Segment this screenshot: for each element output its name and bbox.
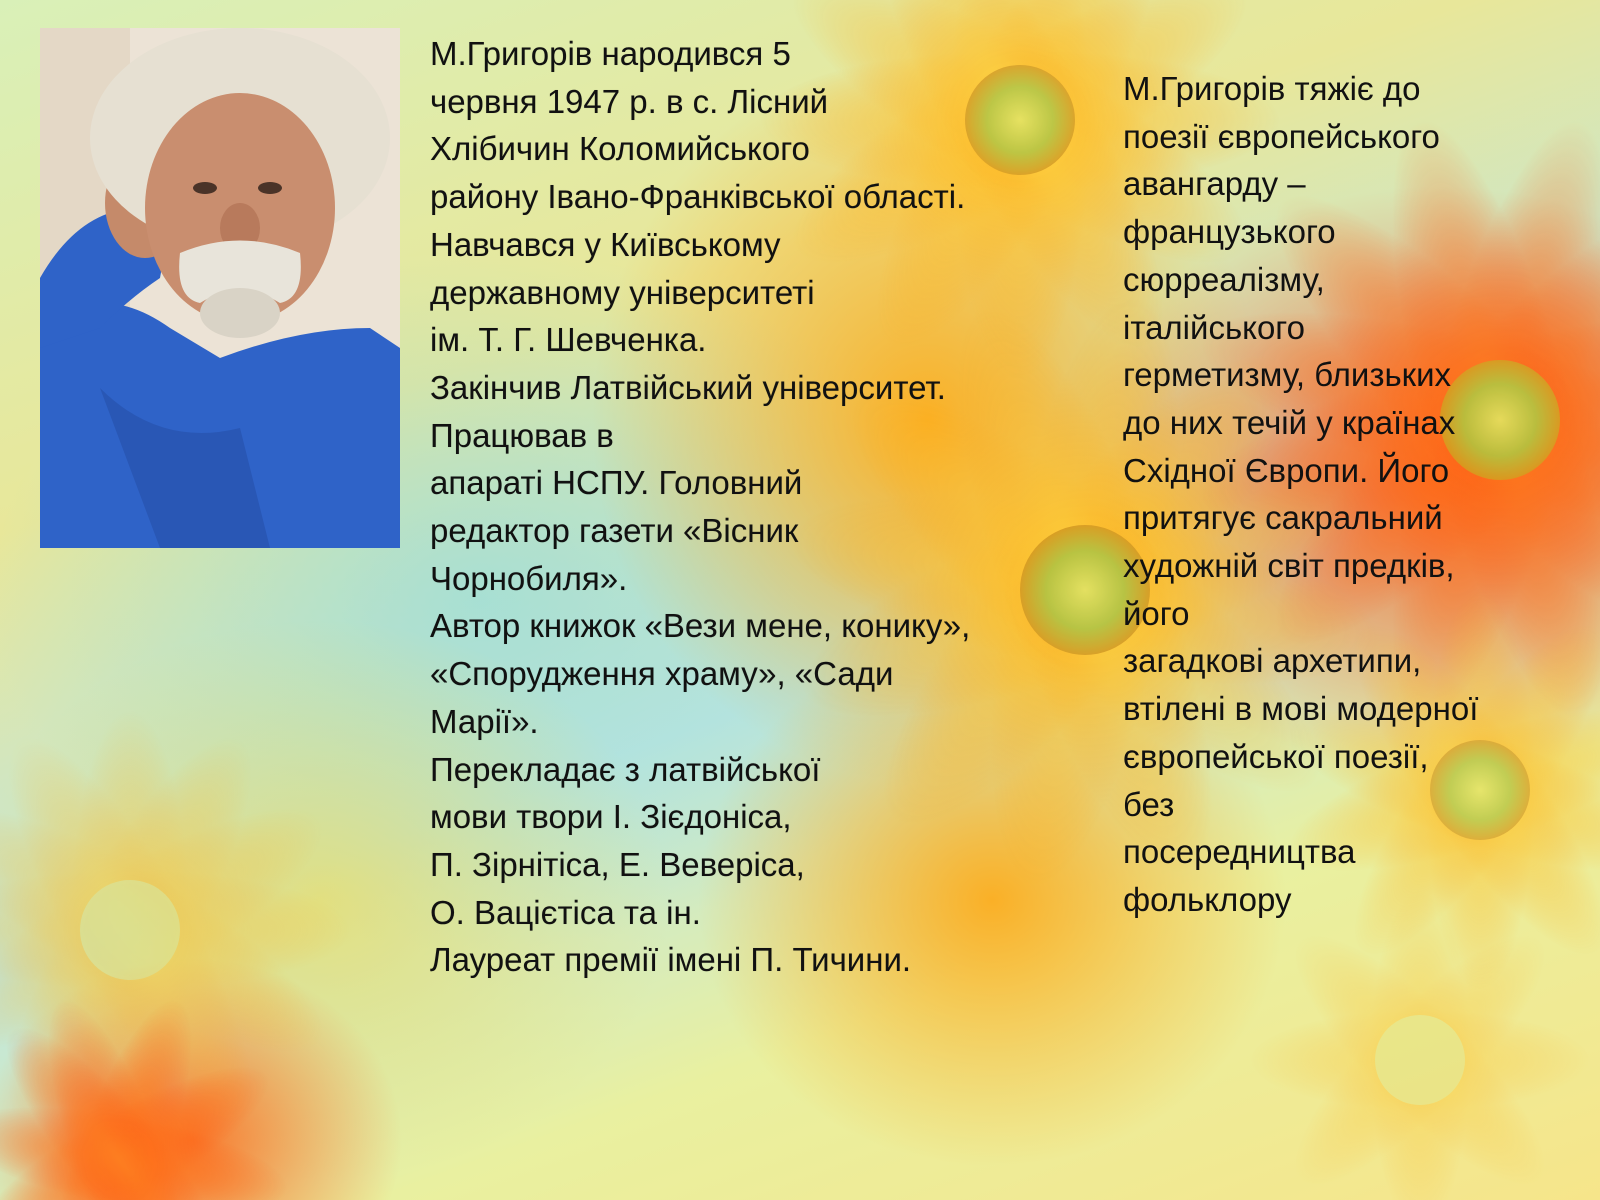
portrait-illustration [40, 28, 400, 548]
poetics-line: Східної Європи. Його [1123, 451, 1450, 489]
biography-line: апараті НСПУ. Головний [430, 464, 803, 502]
biography-line: Автор книжок «Вези мене, конику», [430, 607, 971, 645]
poetics-line: італійського [1123, 308, 1305, 346]
biography-line: Чорнобиля». [430, 559, 628, 597]
biography-line: Лауреат премії імені П. Тичини. [430, 941, 912, 979]
poetics-line: авангарду – [1123, 165, 1306, 203]
biography-line: П. Зірнітіса, Е. Веверіса, [430, 845, 805, 883]
biography-line: О. Вацієтіса та ін. [430, 893, 701, 931]
poetics-line: посередництва [1123, 833, 1356, 871]
biography-line: мови твори І. Зієдоніса, [430, 798, 792, 836]
biography-line: Перекладає з латвійської [430, 750, 821, 788]
poetics-line: французького [1123, 213, 1336, 251]
biography-line: Працював в [430, 416, 614, 454]
poetics-line: його [1123, 594, 1190, 632]
poetics-line: притягує сакральний [1123, 499, 1443, 537]
poetics-text [1123, 65, 1593, 924]
biography-line: М.Григорів народився 5 [430, 35, 791, 72]
biography-line: Закінчив Латвійський університет. [430, 368, 946, 406]
biography-line: «Спорудження храму», «Сади [430, 655, 894, 693]
biography-line: Навчався у Київському [430, 225, 781, 263]
poetics-line: до них течій у країнах [1123, 403, 1456, 441]
biography-line: редактор газети «Вісник [430, 512, 799, 550]
poetics-line: М.Григорів тяжіє до [1123, 70, 1421, 107]
biography-line: ім. Т. Г. Шевченка. [430, 321, 707, 359]
flower-faded-bottom-center [1250, 890, 1590, 1200]
biography-line: району Івано-Франківської області. [430, 178, 966, 216]
poetics-line: поезії європейського [1123, 117, 1440, 155]
poetics-line: європейської поезії, [1123, 737, 1429, 775]
poetics-line: без [1123, 785, 1175, 823]
poetics-line: загадкові архетипи, [1123, 642, 1422, 680]
poetics-line: сюрреалізму, [1123, 260, 1325, 298]
biography-line: Марії». [430, 702, 539, 740]
poetics-line: втілені в мові модерної [1123, 690, 1479, 728]
author-portrait-photo [40, 28, 400, 548]
poetics-line: герметизму, близьких [1123, 356, 1452, 394]
poetics-line: художній світ предків, [1123, 547, 1455, 585]
biography-line: державному університеті [430, 273, 815, 311]
biography-text [430, 30, 1095, 984]
biography-line: Хлібичин Коломийського [430, 130, 810, 168]
biography-line: червня 1947 р. в с. Лісний [430, 82, 829, 120]
poetics-line: фольклору [1123, 880, 1292, 918]
